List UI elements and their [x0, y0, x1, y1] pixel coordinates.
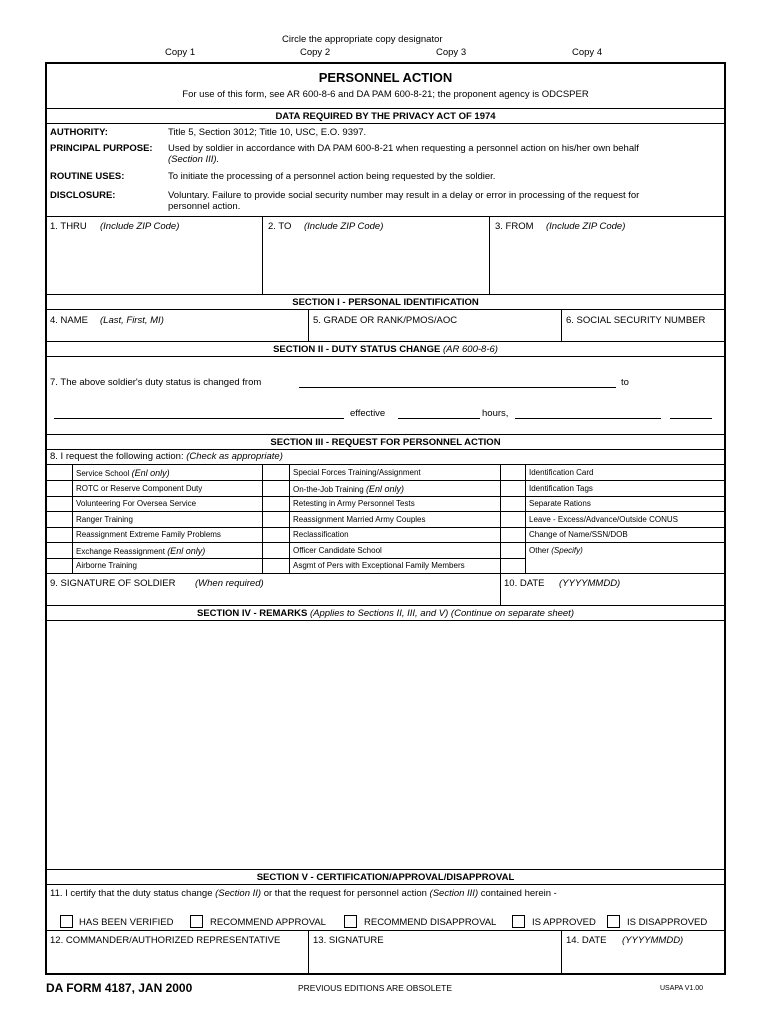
- checkbox-ranger-training[interactable]: [47, 512, 72, 527]
- checkbox-is-approved[interactable]: [512, 915, 525, 928]
- checkbox-recommend-approval[interactable]: [190, 915, 203, 928]
- section-4-heading-row: [47, 608, 724, 619]
- section-3-heading: SECTION III - REQUEST FOR PERSONNEL ACTION: [270, 437, 501, 448]
- option-retesting: Retesting in Army Personnel Tests: [293, 499, 415, 508]
- authority-text: Title 5, Section 3012; Title 10, USC, E.O. 9397.: [168, 127, 367, 138]
- checkbox-ocs[interactable]: [263, 543, 289, 558]
- option-ojt: On-the-Job Training (Enl only): [293, 484, 404, 494]
- to-field[interactable]: [263, 217, 489, 294]
- checkbox-oversea-service[interactable]: [47, 497, 72, 511]
- soldier-signature-hint: (When required): [195, 578, 264, 589]
- checkbox-special-forces[interactable]: [263, 465, 289, 480]
- checkbox-other[interactable]: [501, 543, 525, 573]
- option-service-school: Service School (Enl only): [76, 468, 170, 478]
- form-subtitle: For use of this form, see AR 600-8-6 and DA PAM 600-8-21; the proponent agency is ODCSPER: [182, 89, 589, 100]
- routine-uses-label: ROUTINE USES:: [50, 171, 125, 182]
- grade-field[interactable]: [309, 310, 561, 341]
- checkbox-retesting[interactable]: [263, 497, 289, 511]
- effective-date-input[interactable]: [515, 418, 661, 419]
- to-label: 2. TO: [268, 221, 292, 232]
- item-8-hint: (Check as appropriate): [186, 451, 283, 462]
- from-field[interactable]: [490, 217, 724, 294]
- authority-label: AUTHORITY:: [50, 127, 108, 138]
- thru-label: 1. THRU: [50, 221, 87, 232]
- routine-uses-text: To initiate the processing of a personnel action being requested by the soldier.: [168, 171, 496, 182]
- effective-word: effective: [350, 408, 386, 419]
- commander-label: 12. COMMANDER/AUTHORIZED REPRESENTATIVE: [50, 935, 281, 946]
- commander-field[interactable]: [47, 931, 308, 974]
- remarks-area[interactable]: [47, 621, 724, 869]
- name-field[interactable]: [47, 310, 308, 341]
- option-oversea-service: Volunteering For Oversea Service: [76, 499, 197, 508]
- checkbox-id-card[interactable]: [501, 465, 525, 480]
- duty-status-line-label: 7. The above soldier's duty status is changed from: [50, 377, 262, 388]
- option-separate-rations: Separate Rations: [529, 499, 591, 508]
- privacy-act-heading: DATA REQUIRED BY THE PRIVACY ACT OF 1974: [275, 111, 496, 122]
- option-extreme-family: Reassignment Extreme Family Problems: [76, 530, 221, 539]
- name-hint: (Last, First, MI): [100, 315, 164, 326]
- copy-3-option[interactable]: Copy 3: [436, 47, 467, 58]
- option-id-tags: Identification Tags: [529, 484, 593, 493]
- checkbox-id-tags[interactable]: [501, 481, 525, 496]
- option-reclassification: Reclassification: [293, 530, 349, 539]
- disclosure-text-2: personnel action.: [168, 201, 241, 212]
- checkbox-airborne-training[interactable]: [47, 559, 72, 573]
- principal-purpose-label: PRINCIPAL PURPOSE:: [50, 143, 153, 154]
- checkbox-service-school[interactable]: [47, 465, 72, 480]
- checkbox-rotc-duty[interactable]: [47, 481, 72, 496]
- form-id: DA FORM 4187, JAN 2000: [46, 981, 193, 995]
- soldier-signature-label: 9. SIGNATURE OF SOLDIER: [50, 578, 176, 589]
- option-ranger-training: Ranger Training: [76, 515, 133, 524]
- checkbox-ojt[interactable]: [263, 481, 289, 496]
- version-label: USAPA V1.00: [660, 985, 704, 992]
- checkbox-exceptional-family[interactable]: [263, 559, 289, 573]
- section-4-hint: (Applies to Sections II, III, and V) (Continue on separate sheet): [309, 608, 574, 619]
- section-2-heading-row: [47, 344, 724, 355]
- option-ocs: Officer Candidate School: [293, 546, 382, 555]
- checkbox-recommend-disapproval[interactable]: [344, 915, 357, 928]
- option-is-approved: IS APPROVED: [532, 917, 596, 928]
- soldier-date-hint: (YYYYMMDD): [559, 578, 621, 589]
- principal-purpose-text: Used by soldier in accordance with DA PAM 600-8-21 when requesting a personnel action on his/her own behalf: [168, 143, 639, 154]
- effective-time-input[interactable]: [398, 418, 480, 419]
- disclosure-label: DISCLOSURE:: [50, 190, 116, 201]
- checkbox-reclassification[interactable]: [263, 528, 289, 542]
- commander-date-label: 14. DATE: [566, 935, 607, 946]
- option-id-card: Identification Card: [529, 468, 594, 477]
- soldier-signature-field[interactable]: [47, 574, 500, 605]
- checkbox-has-been-verified[interactable]: [60, 915, 73, 928]
- to-word: to: [621, 377, 629, 388]
- name-label: 4. NAME: [50, 315, 89, 326]
- ssn-label: 6. SOCIAL SECURITY NUMBER: [566, 315, 706, 326]
- option-change-name: Change of Name/SSN/DOB: [529, 530, 628, 539]
- section-1-heading: SECTION I - PERSONAL IDENTIFICATION: [292, 297, 479, 308]
- previous-editions-notice: PREVIOUS EDITIONS ARE OBSOLETE: [298, 983, 452, 993]
- section-2-heading: SECTION II - DUTY STATUS CHANGE: [273, 344, 441, 355]
- checkbox-leave[interactable]: [501, 512, 525, 527]
- certification-statement: 11. I certify that the duty status change (Section II) or that the request for personnel action (Section III) contained herein -: [50, 888, 557, 899]
- from-hint: (Include ZIP Code): [546, 221, 626, 232]
- section-4-heading: SECTION IV - REMARKS: [197, 608, 308, 619]
- to-hint: (Include ZIP Code): [304, 221, 384, 232]
- principal-purpose-text-2: (Section III).: [168, 154, 220, 165]
- commander-date-field[interactable]: [562, 931, 724, 974]
- from-label: 3. FROM: [495, 221, 534, 232]
- commander-signature-field[interactable]: [309, 931, 561, 974]
- option-exchange-reassignment: Exchange Reassignment (Enl only): [76, 546, 206, 556]
- option-special-forces: Special Forces Training/Assignment: [293, 468, 421, 477]
- copy-2-option[interactable]: Copy 2: [300, 47, 331, 58]
- option-other[interactable]: Other (Specify): [529, 546, 583, 555]
- checkbox-separate-rations[interactable]: [501, 497, 525, 511]
- hours-word: hours,: [482, 408, 509, 419]
- commander-signature-label: 13. SIGNATURE: [313, 935, 384, 946]
- copy-4-option[interactable]: Copy 4: [572, 47, 603, 58]
- thru-field[interactable]: [47, 217, 262, 294]
- disclosure-text: Voluntary. Failure to provide social security number may result in a delay or error in processing of the request for: [168, 190, 640, 201]
- soldier-date-label: 10. DATE: [504, 578, 545, 589]
- checkbox-extreme-family[interactable]: [47, 528, 72, 542]
- option-has-been-verified: HAS BEEN VERIFIED: [79, 917, 174, 928]
- section-2-heading-ref: (AR 600-8-6): [443, 344, 498, 355]
- form-title: PERSONNEL ACTION: [318, 70, 453, 85]
- option-rotc-duty: ROTC or Reserve Component Duty: [76, 484, 203, 493]
- item-8-row: [50, 451, 283, 462]
- option-recommend-disapproval: RECOMMEND DISAPPROVAL: [364, 917, 497, 928]
- soldier-date-field[interactable]: [501, 574, 724, 605]
- copy-1-option[interactable]: Copy 1: [165, 47, 196, 58]
- option-airborne-training: Airborne Training: [76, 561, 137, 570]
- checkbox-is-disapproved[interactable]: [607, 915, 620, 928]
- copy-designator-instruction: Circle the appropriate copy designator: [282, 34, 443, 45]
- section-5-heading: SECTION V - CERTIFICATION/APPROVAL/DISAPPROVAL: [256, 872, 515, 883]
- option-married-couples: Reassignment Married Army Couples: [293, 515, 426, 524]
- checkbox-exchange-reassignment[interactable]: [47, 543, 72, 558]
- option-recommend-approval: RECOMMEND APPROVAL: [210, 917, 326, 928]
- thru-hint: (Include ZIP Code): [100, 221, 180, 232]
- checkbox-change-name[interactable]: [501, 528, 525, 542]
- status-from-input[interactable]: [299, 387, 616, 388]
- effective-extra-input[interactable]: [670, 418, 712, 419]
- status-to-input[interactable]: [54, 418, 344, 419]
- ssn-field[interactable]: [562, 310, 724, 341]
- commander-date-hint: (YYYYMMDD): [622, 935, 684, 946]
- option-exceptional-family: Asgmt of Pers with Exceptional Family Members: [293, 561, 465, 570]
- item-8-label: 8. I request the following action:: [50, 451, 184, 462]
- grade-label: 5. GRADE OR RANK/PMOS/AOC: [313, 315, 458, 326]
- option-is-disapproved: IS DISAPPROVED: [627, 917, 708, 928]
- option-leave: Leave - Excess/Advance/Outside CONUS: [529, 515, 678, 524]
- checkbox-married-couples[interactable]: [263, 512, 289, 527]
